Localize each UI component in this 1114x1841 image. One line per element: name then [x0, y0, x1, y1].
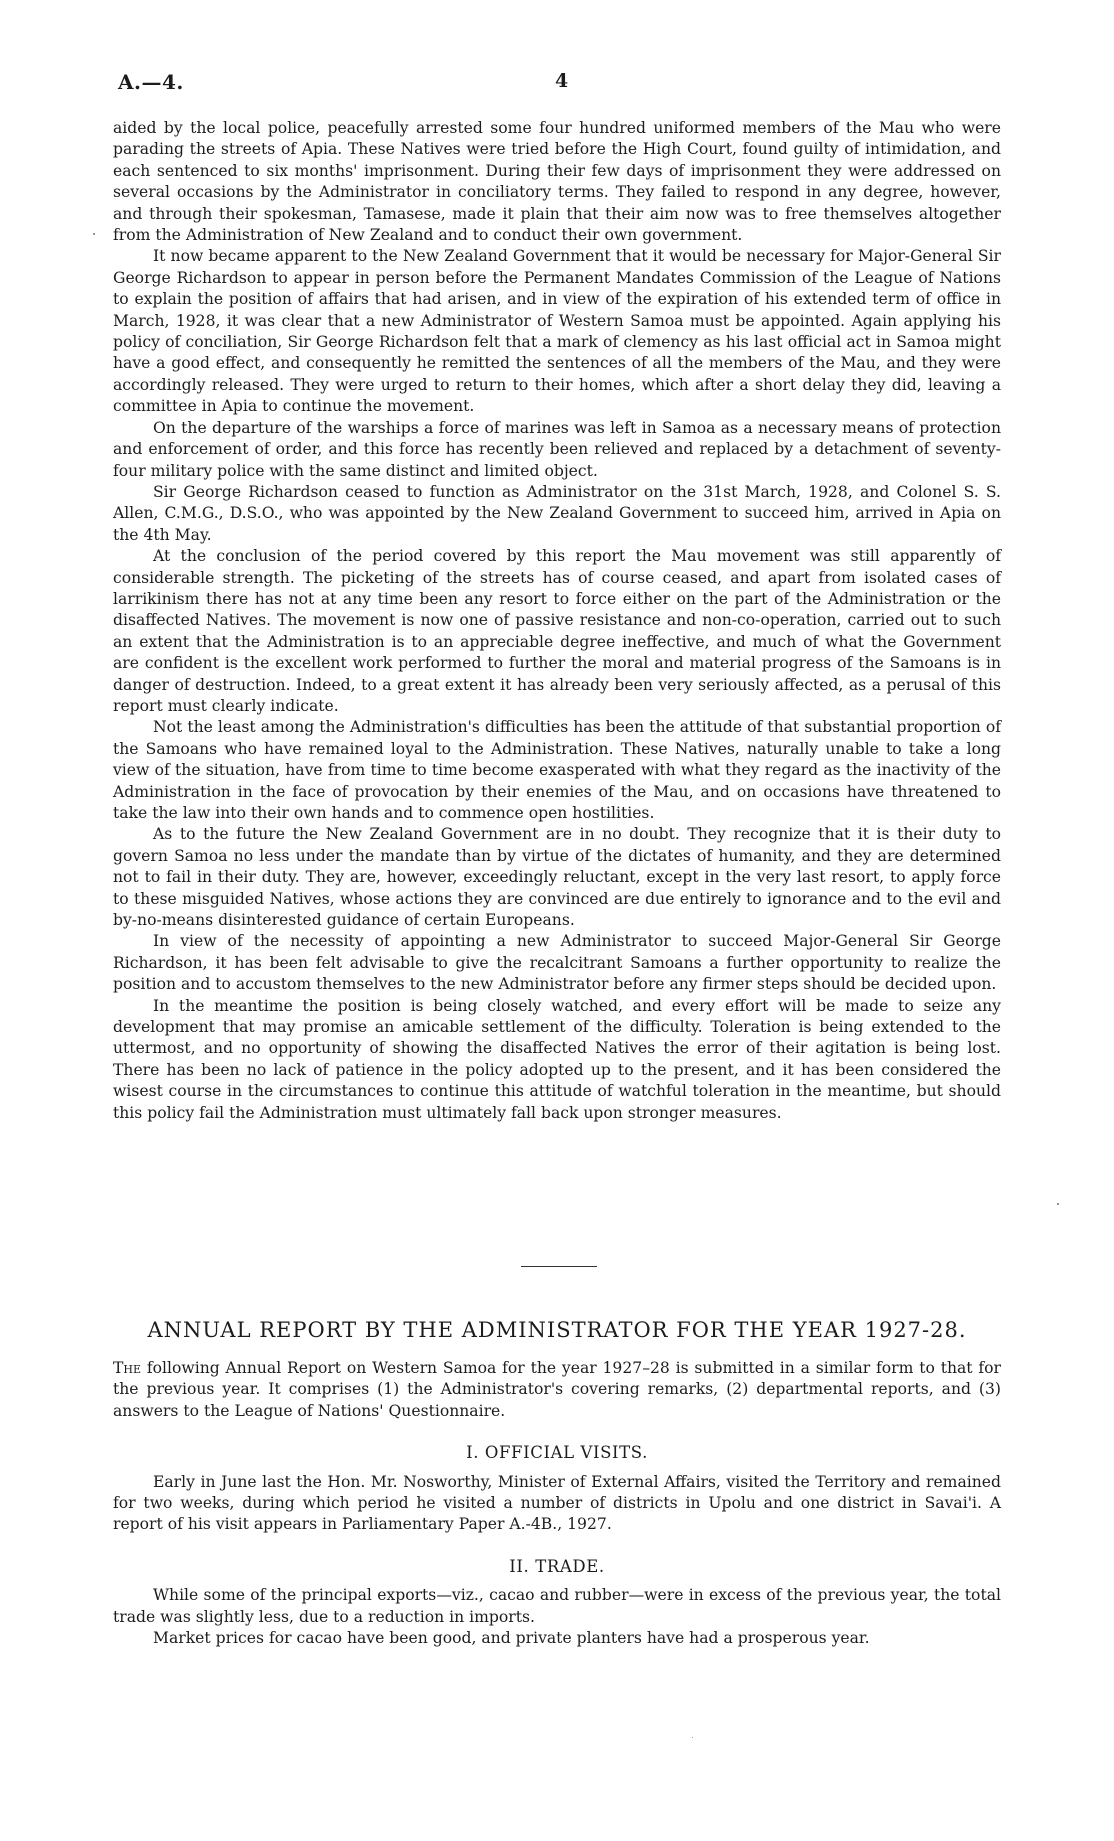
body-paragraph: As to the future the New Zealand Government are in no doubt. They recognize that it is their duty to govern Samoa no less under the mandate than by virtue of the dictates of humanity, and they are determined not to fail in their duty. They are, however, exceedingly reluctant, except in the very last resort, to apply force to these misguided Natives, whose actions they are convinced are due entirely to ignorance and to the evil and by-no-means disinterested guidance of certain Europeans.	[113, 825, 1001, 930]
body-paragraph: It now became apparent to the New Zealand Government that it would be necessary for Major-General Sir George Richardson to appear in person before the Permanent Mandates Commission of the League of Nations to explain the position of affairs that had arisen, and in view of the expiration of his extended term of office in March, 1928, it was clear that a new Administrator of Western Samoa must be appointed. Again applying his policy of conciliation, Sir George Richardson felt that a mark of clemency as his last official act in Samoa might have a good effect, and consequently he remitted the sentences of all the members of the Mau, and they were accordingly released. They were urged to return to their homes, which after a short delay they did, leaving a committee in Apia to continue the movement.	[113, 247, 1001, 416]
annual-report-title: ANNUAL REPORT BY THE ADMINISTRATOR FOR THE YEAR 1927-28.	[147, 1318, 967, 1342]
page-number: 4	[555, 70, 569, 92]
report-body	[113, 118, 1001, 1124]
scan-speck	[692, 1737, 693, 1738]
scan-speck	[1057, 1203, 1059, 1205]
trade-paragraph: Market prices for cacao have been good, and private planters have had a prosperous year.	[153, 1629, 870, 1648]
body-paragraph: aided by the local police, peacefully arrested some four hundred uniformed members of the Mau who were parading the streets of Apia. These Natives were tried before the High Court, found guilty of intimidation, and each sentenced to six months' imprisonment. During their few days of imprisonment they were addressed on several occasions by the Administrator in conciliatory terms. They failed to respond in any degree, however, and through their spokesman, Tamasese, made it plain that their aim now was to free themselves altogether from the Administration of New Zealand and to conduct their own government.	[113, 119, 1001, 245]
section-heading-official-visits: I. OFFICIAL VISITS.	[466, 1443, 648, 1463]
annual-report-body	[113, 1358, 1001, 1649]
trade-paragraph: While some of the principal exports—viz., cacao and rubber—were in excess of the previous year, the total trade was slightly less, due to a reduction in imports.	[113, 1586, 1001, 1626]
body-paragraph: Not the least among the Administration's difficulties has been the attitude of that substantial proportion of the Samoans who have remained loyal to the Administration. These Natives, naturally unable to take a long view of the situation, have from time to time become exasperated with what they regard as the inactivity of the Administration in the face of provocation by their enemies of the Mau, and on occasions have threatened to take the law into their own hands and to commence open hostilities.	[113, 718, 1001, 822]
annual-report-intro	[113, 1358, 1001, 1422]
body-paragraph: In view of the necessity of appointing a new Administrator to succeed Major-General Sir George Richardson, it has been felt advisable to give the recalcitrant Samoans a further opportunity to realize the position and to accustom themselves to the new Administrator before any firmer steps should be decided upon.	[113, 932, 1001, 994]
body-paragraph: At the conclusion of the period covered by this report the Mau movement was still apparently of considerable strength. The picketing of the streets has of course ceased, and apart from isolated cases of larrikinism there has not at any time been any resort to force either on the part of the Administration or the disaffected Natives. The movement is now one of passive resistance and non-co-operation, carried out to such an extent that the Administration is to an appreciable degree ineffective, and much of what the Government are confident is the excellent work performed to further the moral and material progress of the Samoans is in danger of destruction. Indeed, to a great extent it has already been very seriously affected, as a perusal of this report must clearly indicate.	[113, 547, 1001, 715]
document-reference: A.—4.	[118, 70, 184, 94]
intro-lead-word: The	[113, 1359, 142, 1377]
body-paragraph: On the departure of the warships a force of marines was left in Samoa as a necessary means of protection and enforcement of order, and this force has recently been relieved and replaced by a detachment of seventy-four military police with the same distinct and limited object.	[113, 418, 1001, 480]
intro-text: following Annual Report on Western Samoa for the year 1927–28 is submitted in a similar form to that for the previous year. It comprises (1) the Administrator's covering remarks, (2) departmental reports, and (3) answers to the League of Nations' Questionnaire.	[113, 1359, 1001, 1420]
body-paragraph: Sir George Richardson ceased to function as Administrator on the 31st March, 1928, and Colonel S. S. Allen, C.M.G., D.S.O., who was appointed by the New Zealand Government to succeed him, arrived in Apia on the 4th May.	[113, 482, 1001, 544]
scan-speck	[93, 233, 95, 235]
body-paragraph: In the meantime the position is being closely watched, and every effort will be made to seize any development that may promise an amicable settlement of the difficulty. Toleration is being extended to the uttermost, and no opportunity of showing the disaffected Natives the error of their agitation is being lost. There has been no lack of patience in the policy adopted up to the present, and it has been considered the wisest course in the circumstances to continue this attitude of watchful toleration in the meantime, but should this policy fail the Administration must ultimately fall back upon stronger measures.	[113, 996, 1001, 1122]
official-visits-paragraph: Early in June last the Hon. Mr. Nosworthy, Minister of External Affairs, visited the Territory and remained for two weeks, during which period he visited a number of districts in Upolu and one district in Savai'i. A report of his visit appears in Parliamentary Paper A.-4B., 1927.	[113, 1472, 1001, 1534]
section-heading-trade: II. TRADE.	[509, 1556, 605, 1576]
section-divider	[521, 1266, 597, 1267]
